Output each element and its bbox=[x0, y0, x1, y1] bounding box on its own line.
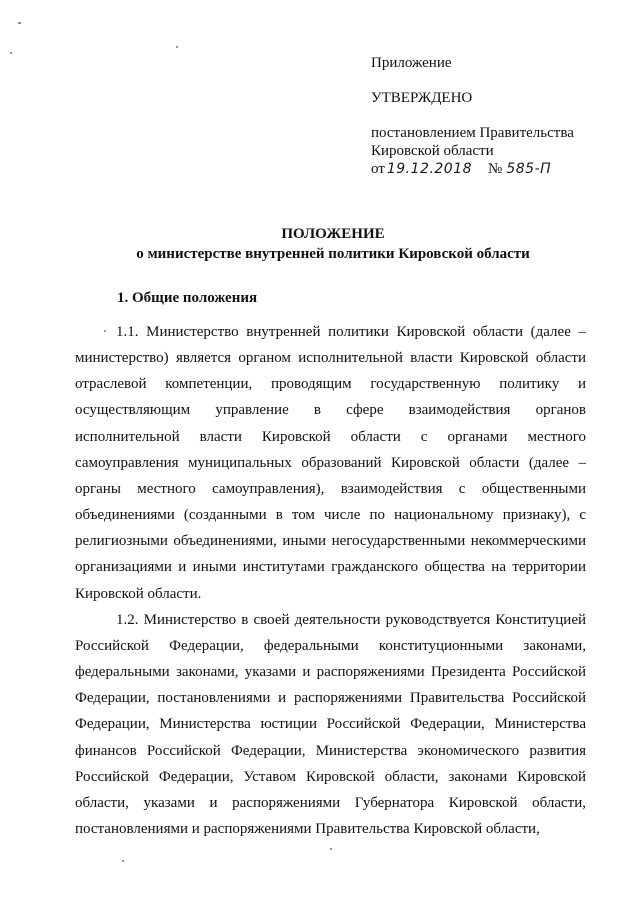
date-prefix: от bbox=[371, 161, 385, 177]
paragraph-1-2: 1.2. Министерство в своей деятельности руководствуется Конституцией Российской Федерации, федеральными конституционными законами, федеральными законами, указами и распоряжениями Президента Российской Федерации, постановлениями и распоряжениями Правительства Российской Федерации, Министерства юстиции Российской Федерации, Министерства финансов Российской Федерации, Министерства экономического развития Российской Федерации, Уставом Кировской области, законами Кировской области, указами и распоряжениями Губернатора Кировской области, постановлениями и распоряжениями Правительства Кировской области, bbox=[75, 611, 586, 837]
paragraph-1-1: 1.1. Министерство внутренней политики Кировской области (далее – министерство) является органом исполнительной власти Кировской области отраслевой компетенции, проводящим государственную политику и осуществляющим управление в сфере взаимодействия органов исполнительной власти Кировской области с органами местного самоуправления муниципальных образований Кировской области (далее – органы местного самоуправления), взаимодействия с общественными объединениями (созданными в том числе по национальному признаку), с религиозными объединениями, иными негосударственными некоммерческими организациями и иными институтами гражданского общества на территории Кировской области. bbox=[75, 324, 586, 602]
appendix-label: Приложение bbox=[371, 55, 452, 71]
region-line: Кировской области bbox=[371, 143, 494, 159]
document-subtitle: о министерстве внутренней политики Кировской области bbox=[136, 246, 530, 262]
number-sign: № bbox=[488, 161, 503, 177]
decree-date-line bbox=[371, 160, 611, 178]
handwritten-date: 19.12.2018 bbox=[386, 161, 473, 177]
scan-speck bbox=[104, 330, 106, 332]
scan-speck bbox=[330, 848, 332, 850]
scan-speck bbox=[176, 46, 178, 48]
section-heading: 1. Общие положения bbox=[117, 290, 258, 306]
decree-line: постановлением Правительства bbox=[371, 125, 574, 141]
scan-speck bbox=[10, 52, 12, 54]
approval-stamp-block bbox=[371, 54, 611, 178]
handwritten-number: 585-П bbox=[506, 161, 552, 177]
document-title: ПОЛОЖЕНИЕ bbox=[281, 226, 385, 242]
section-body bbox=[75, 319, 586, 842]
scan-speck bbox=[122, 860, 124, 862]
approved-label: УТВЕРЖДЕНО bbox=[371, 90, 473, 106]
scan-speck bbox=[18, 22, 21, 24]
